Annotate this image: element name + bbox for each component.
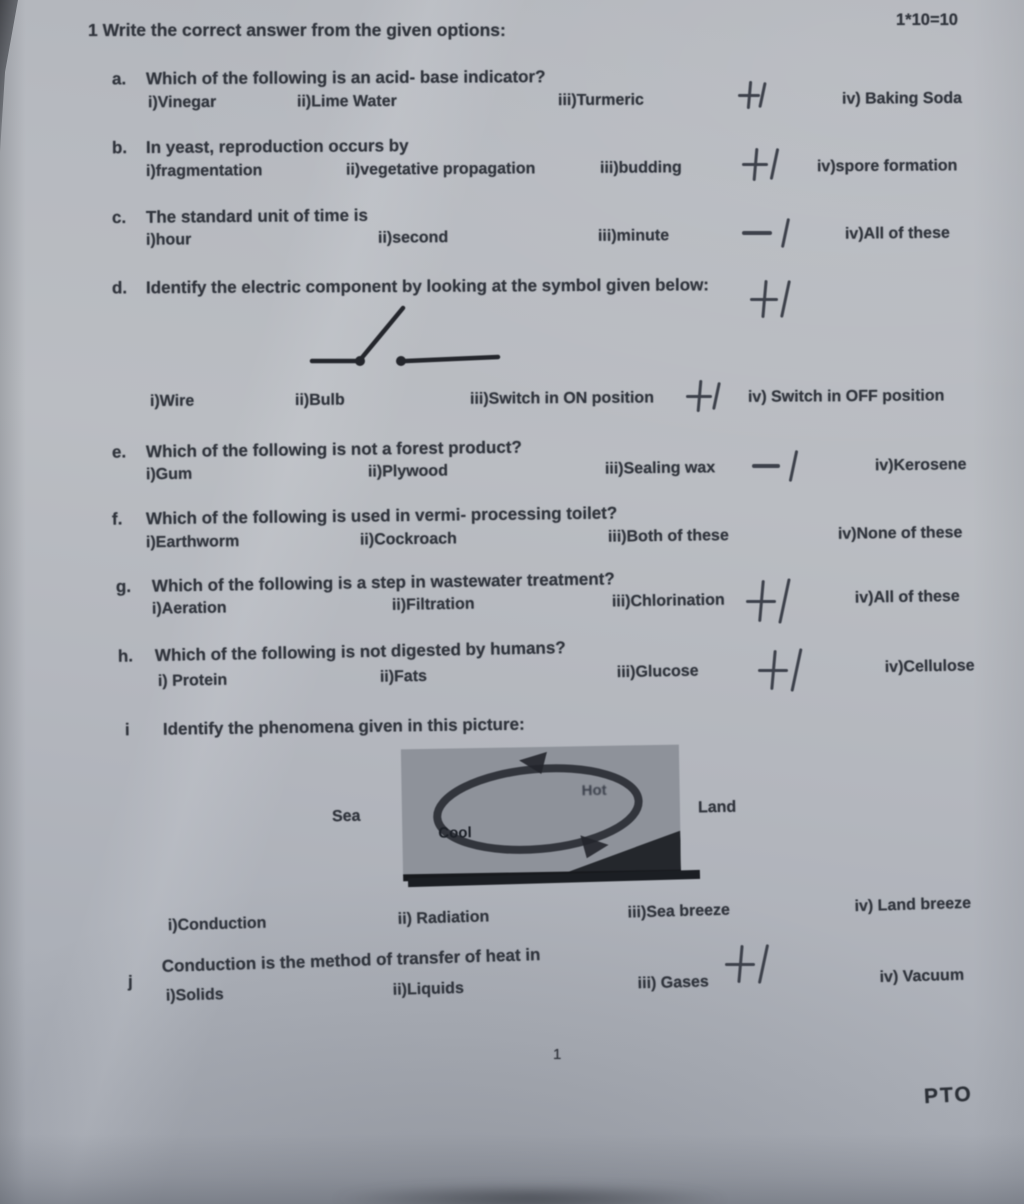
option: iii)Sea breeze — [627, 901, 731, 922]
option: i)hour — [145, 231, 192, 249]
question-d-text: Identify the electric component by looking at the symbol given below: — [145, 275, 709, 298]
option: i)Earthworm — [145, 533, 240, 552]
option: iv)spore formation — [816, 157, 958, 176]
total-marks: 1*10=10 — [896, 11, 958, 29]
question-d-label: d. — [111, 278, 128, 298]
question-i-text: Identify the phenomena given in this picture: — [162, 714, 525, 739]
bottom-smudge — [330, 1184, 730, 1204]
option: i)Solids — [165, 986, 224, 1005]
option: ii)Filtration — [391, 595, 475, 614]
option: iv)None of these — [837, 524, 963, 543]
option: iv)Cellulose — [884, 657, 975, 677]
question-b-text: In yeast, reproduction occurs by — [145, 136, 409, 157]
option: ii)Liquids — [392, 979, 465, 999]
question-j-label: j — [128, 972, 133, 991]
option: i)Gum — [145, 465, 193, 484]
option: ii)vegetative propagation — [345, 160, 536, 179]
grade-plus-one-mark — [748, 578, 786, 624]
option: i)Wire — [149, 392, 195, 410]
hot-label: Hot — [581, 781, 607, 800]
question-g-label: g. — [115, 576, 132, 597]
option: iii)Turmeric — [557, 91, 644, 110]
option: iv)All of these — [854, 587, 960, 607]
question-b-label: b. — [111, 138, 128, 158]
option: i)Conduction — [167, 914, 267, 935]
land-label: Land — [697, 798, 737, 817]
option: i)fragmentation — [145, 162, 263, 180]
option: iv) Switch in OFF position — [747, 387, 945, 406]
page-number: 1 — [553, 1046, 562, 1063]
question-d-options — [0, 387, 1024, 418]
grade-plus-one-mark — [760, 648, 798, 692]
option: ii)Bulb — [294, 391, 345, 409]
option: iv)All of these — [844, 224, 950, 243]
question-c-text: The standard unit of time is — [145, 205, 369, 227]
option: i)Aeration — [151, 599, 227, 618]
grade-plus-one-mark — [752, 280, 787, 318]
open-switch-symbol — [302, 297, 507, 375]
option: iii)Switch in ON position — [469, 389, 655, 408]
question-i — [0, 708, 1024, 746]
grade-minus-one-mark — [752, 450, 795, 482]
option: ii) Radiation — [397, 908, 490, 928]
option: iii)Chlorination — [611, 591, 725, 611]
option: iii)Sealing wax — [604, 459, 716, 478]
option: iv) Baking Soda — [841, 89, 963, 108]
option: ii)Cockroach — [359, 530, 457, 549]
option: iii) Gases — [637, 973, 710, 993]
option: ii)second — [377, 229, 449, 247]
question-d — [0, 274, 1024, 303]
option: iii)Both of these — [607, 527, 729, 546]
grade-plus-one-mark — [688, 382, 718, 410]
option: iv) Land breeze — [854, 894, 972, 916]
question-e-label: e. — [111, 442, 127, 462]
option: ii)Plywood — [367, 462, 449, 481]
option: iii)minute — [597, 227, 670, 245]
option: i)Vinegar — [147, 93, 217, 112]
option: iv)Kerosene — [874, 456, 967, 475]
grade-minus-one-mark — [742, 218, 787, 248]
question-g-text: Which of the following is a step in wastewater treatment? — [151, 569, 615, 596]
question-e-text: Which of the following is not a forest product? — [145, 437, 522, 462]
question-f-label: f. — [111, 509, 123, 529]
question-h-text: Which of the following is not digested by humans? — [154, 638, 566, 666]
option: ii)Fats — [379, 667, 428, 686]
sea-label: Sea — [331, 807, 361, 826]
pto-note: PTO — [923, 1082, 974, 1109]
option: i) Protein — [157, 671, 228, 690]
option: iii)Glucose — [616, 662, 699, 682]
sea-land-breeze-photo — [401, 745, 681, 882]
option: ii)Lime Water — [296, 92, 397, 111]
option: iii)budding — [599, 159, 682, 177]
grade-plus-one-mark — [727, 944, 765, 984]
question-f-text: Which of the following is used in vermi- processing toilet? — [145, 503, 618, 529]
question-j-text: Conduction is the method of transfer of heat in — [161, 945, 541, 976]
option: iv) Vacuum — [879, 966, 965, 986]
question-a-text: Which of the following is an acid- base indicator? — [145, 67, 546, 89]
question-c-label: c. — [111, 207, 127, 228]
question-a-label: a. — [111, 69, 127, 89]
grade-plus-one-mark — [740, 82, 764, 108]
cool-label: Cool — [438, 824, 472, 842]
grade-plus-one-mark — [744, 148, 776, 180]
header-instruction: 1 Write the correct answer from the given options: — [88, 20, 506, 40]
question-a-options — [0, 90, 1024, 119]
question-h-label: h. — [117, 646, 134, 666]
question-i-label: i — [124, 720, 130, 740]
